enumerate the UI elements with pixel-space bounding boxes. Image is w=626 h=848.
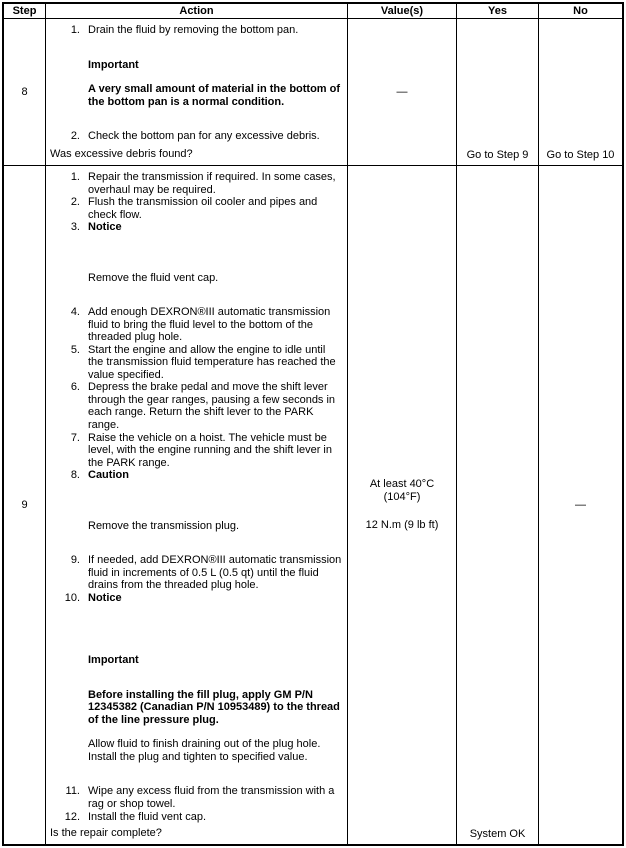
item-text: Caution: [88, 469, 129, 482]
item-number: 9.: [70, 554, 80, 567]
values-cell: [348, 19, 457, 166]
no-cell: [539, 19, 622, 166]
item-text: Notice: [88, 221, 122, 234]
item-text: Flush the transmission oil cooler and pipes and check flow.: [88, 196, 318, 221]
item-number: 3.: [70, 221, 80, 234]
action-item: [58, 432, 343, 470]
item-text: Depress the brake pedal and move the shift lever through the gear ranges, pausing a few seconds in each range. Return the shift lever to the PARK range.: [88, 381, 336, 431]
no-text: Go to Step 10: [546, 149, 615, 162]
item-number: 2.: [70, 196, 80, 209]
item-number: 2.: [70, 130, 80, 143]
value-text: 12 N.m (9 lb ft): [365, 519, 439, 532]
yes-text: Go to Step 9: [466, 149, 529, 162]
action-heading: Important: [88, 654, 139, 667]
item-number: 11.: [65, 785, 80, 798]
step-cell: [4, 19, 46, 166]
action-paragraph: Remove the transmission plug.: [88, 519, 240, 532]
item-number: 10.: [64, 591, 80, 604]
action-bold-paragraph: A very small amount of material in the bottom of the bottom pan is a normal condition.: [88, 83, 341, 108]
action-item: [58, 24, 343, 37]
action-item: [58, 592, 343, 605]
col-header-yes: Yes: [457, 4, 539, 19]
value-text: —: [396, 85, 408, 98]
yes-text: System OK: [469, 828, 526, 841]
item-text: Drain the fluid by removing the bottom pan.: [88, 24, 299, 36]
action-cell: [46, 166, 348, 844]
col-header-no: No: [539, 4, 622, 19]
item-number: 5.: [70, 343, 80, 356]
action-cell: [46, 19, 348, 166]
action-item: [58, 221, 343, 234]
item-text: Notice: [88, 591, 122, 604]
item-text: Install the fluid vent cap.: [88, 810, 207, 823]
action-item: [58, 196, 343, 221]
action-item: [58, 554, 343, 592]
item-number: 1.: [70, 24, 80, 36]
action-paragraph: Remove the fluid vent cap.: [88, 271, 219, 284]
item-text: Start the engine and allow the engine to idle until the transmission fluid temperature has reached the value specified.: [88, 343, 336, 381]
action-paragraph: Allow fluid to finish draining out of the plug hole. Install the plug and tighten to specified value.: [88, 738, 321, 763]
action-item: [58, 785, 343, 810]
action-item: [58, 171, 343, 196]
item-number: 6.: [70, 381, 80, 394]
item-text: Repair the transmission if required. In some cases, overhaul may be required.: [88, 171, 336, 196]
yes-cell: [457, 19, 539, 166]
item-number: 7.: [70, 431, 80, 444]
item-number: 12.: [64, 810, 80, 823]
item-text: Wipe any excess fluid from the transmission with a rag or shop towel.: [88, 785, 335, 810]
step-cell: [4, 166, 46, 844]
action-item: [58, 344, 343, 382]
item-number: 1.: [70, 171, 80, 183]
no-cell: [539, 166, 622, 844]
item-text: Raise the vehicle on a hoist. The vehicle must be level, with the engine running and the shift lever in the PARK range.: [88, 431, 332, 469]
col-header-step: Step: [4, 4, 46, 19]
no-text: —: [575, 498, 586, 511]
action-item: [58, 381, 343, 431]
item-number: 4.: [70, 306, 80, 319]
question-text: Was excessive debris found?: [50, 148, 193, 161]
value-text: At least 40°C (104°F): [369, 478, 435, 503]
diagnostic-table: [2, 2, 624, 846]
values-cell: [348, 166, 457, 844]
step-number: 8: [21, 85, 28, 98]
action-item: [58, 306, 343, 344]
item-number: 8.: [70, 469, 80, 482]
col-header-values: Value(s): [348, 4, 457, 19]
item-text: If needed, add DEXRON®III automatic transmission fluid in increments of 0.5 L (0.5 qt) until the fluid drains from the threaded plug hole.: [88, 554, 342, 592]
action-heading: Important: [88, 58, 139, 71]
action-item: [58, 469, 343, 482]
step-number: 9: [21, 498, 28, 511]
col-header-action: Action: [46, 4, 348, 19]
yes-cell: [457, 166, 539, 844]
action-item: [58, 130, 343, 143]
question-text: Is the repair complete?: [50, 827, 162, 840]
action-item: [58, 811, 343, 824]
action-bold-paragraph: Before installing the fill plug, apply GM P/N 12345382 (Canadian P/N 10953489) to the thread of the line pressure plug.: [88, 688, 340, 726]
item-text: Check the bottom pan for any excessive debris.: [88, 130, 320, 143]
item-text: Add enough DEXRON®III automatic transmission fluid to bring the fluid level to the bottom of the threaded plug hole.: [88, 306, 331, 344]
